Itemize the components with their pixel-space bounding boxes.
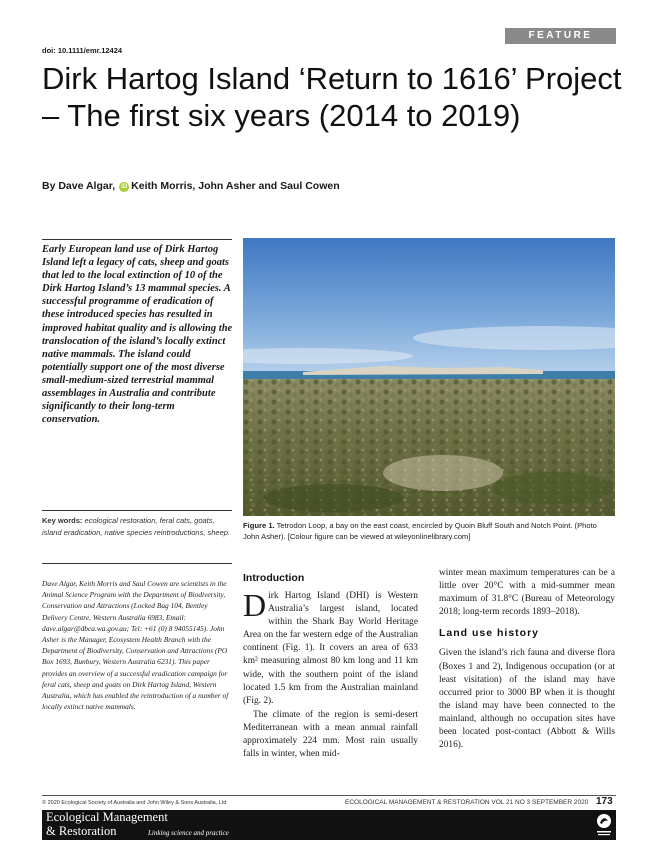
abstract-top-divider (42, 239, 232, 240)
figure-caption (243, 520, 615, 543)
keywords-divider (42, 563, 232, 564)
introduction-heading: Introduction (243, 572, 305, 584)
article-title: Dirk Hartog Island ‘Return to 1616’ Project – The first six years (2014 to 2019) (42, 61, 622, 133)
climate-paragraph: winter mean maximum temperatures can be a little over 20°C with a mid-summer mean maximum of 31.8°C (Bureau of Meteorology 2018; long-term records 1893–2018). (439, 568, 615, 618)
land-use-heading: Land use history (439, 627, 540, 640)
author-line (42, 180, 340, 192)
intro-paragraph-1 (243, 587, 418, 708)
journal-logo-line-1: Ecological Management (46, 810, 168, 824)
author-affiliations: Dave Algar, Keith Morris and Saul Cowen are scientists in the Animal Science Program with the Department of Biodiversity, Conservation and Attractions (Locked Bag 104, Bentley Delivery Centre, Western Australia 6983, Email: dave.algar@dbca.wa.gov.au; Tel: +61 (0) 8 94055145). John Asher is the Manager, Ecosystem Health Branch with the Department of Biodiversity, Conservation and Attractions (PO Box 1693, Bunbury, Western Australia 6231). This paper provides an overview of a successful eradication campaign for feral cats, sheep and goats on Dirk Hartog Island, Western Australia, which has enabled the reintroduction of a number of locally extinct native mammals. (42, 579, 229, 712)
intro-paragraph-1-text: irk Hartog Island (DHI) is Western Australia’s largest island, located within the Shark Bay World Heritage Area on the far western edge of the Australian continent (Fig. 1). It covers an area of 633 km² measuring almost 80 km long and 11 km wide, with the southern point of the island located 1.5 km from the Australian mainland (Fig. 2). (243, 591, 418, 706)
land-use-paragraph: Given the island’s rich fauna and diverse flora (Boxes 1 and 2), Indigenous occupation (or at least visitation) of the island may have occurred prior to 3000 BP when it is thought the island may have been connected to the mainland, although no occupation sites have been located post-contact (Abbott & Wills 2016). (439, 648, 615, 751)
footer-divider (42, 795, 616, 796)
right-column (439, 567, 615, 752)
author-rest: Keith Morris, John Asher and Saul Cowen (131, 180, 340, 192)
keywords-label: Key words: (42, 516, 83, 525)
introduction-column (243, 587, 418, 761)
figure-caption-text: Tetrodon Loop, a bay on the east coast, encircled by Quoin Bluff South and Notch Point. (Photo John Asher). [Colour figure can be viewed at wileyonlinelibrary.com] (243, 521, 597, 542)
society-logo-icon (595, 812, 613, 838)
abstract: Early European land use of Dirk Hartog Island left a legacy of cats, sheep and goats that led to the local extinction of 10 of the Dirk Hartog Island’s 13 mammal species. A successful programme of eradication of these introduced species has resulted in improved habitat quality and is allowing the translocation of the island’s locally extinct native mammals. The island could potentially support one of the most diverse small-medium-sized terrestrial mammal assemblages in Australia and contribute significantly to their long-term conservation. (42, 244, 233, 426)
figure-1-photo (243, 238, 615, 516)
doi-text: doi: 10.1111/emr.12424 (42, 46, 123, 55)
intro-paragraph-2: The climate of the region is semi-desert Mediterranean with a mean annual rainfall approximately 224 mm. Most rain usually falls in winter, when mid- (243, 709, 418, 760)
drop-cap: D (243, 587, 267, 623)
abstract-bottom-divider (42, 510, 232, 511)
feature-label: FEATURE (505, 28, 616, 44)
journal-tagline: Linking science and practice (148, 829, 229, 837)
landscape-photo (243, 238, 615, 516)
journal-logo-line-2: & Restoration (46, 824, 117, 838)
copyright-notice: © 2020 Ecological Society of Australia and John Wiley & Sons Australia, Ltd (42, 800, 227, 806)
keywords (42, 515, 232, 539)
orcid-icon[interactable]: iD (121, 184, 128, 190)
keywords-text: ecological restoration, feral cats, goats, island eradication, native species reintroductions, sheep. (42, 516, 231, 538)
page-number: 173 (596, 796, 613, 807)
journal-citation: ECOLOGICAL MANAGEMENT & RESTORATION VOL 21 NO 3 SEPTEMBER 2020 (345, 799, 589, 806)
author-first: By Dave Algar, (42, 180, 116, 192)
figure-label: Figure 1. (243, 521, 275, 530)
